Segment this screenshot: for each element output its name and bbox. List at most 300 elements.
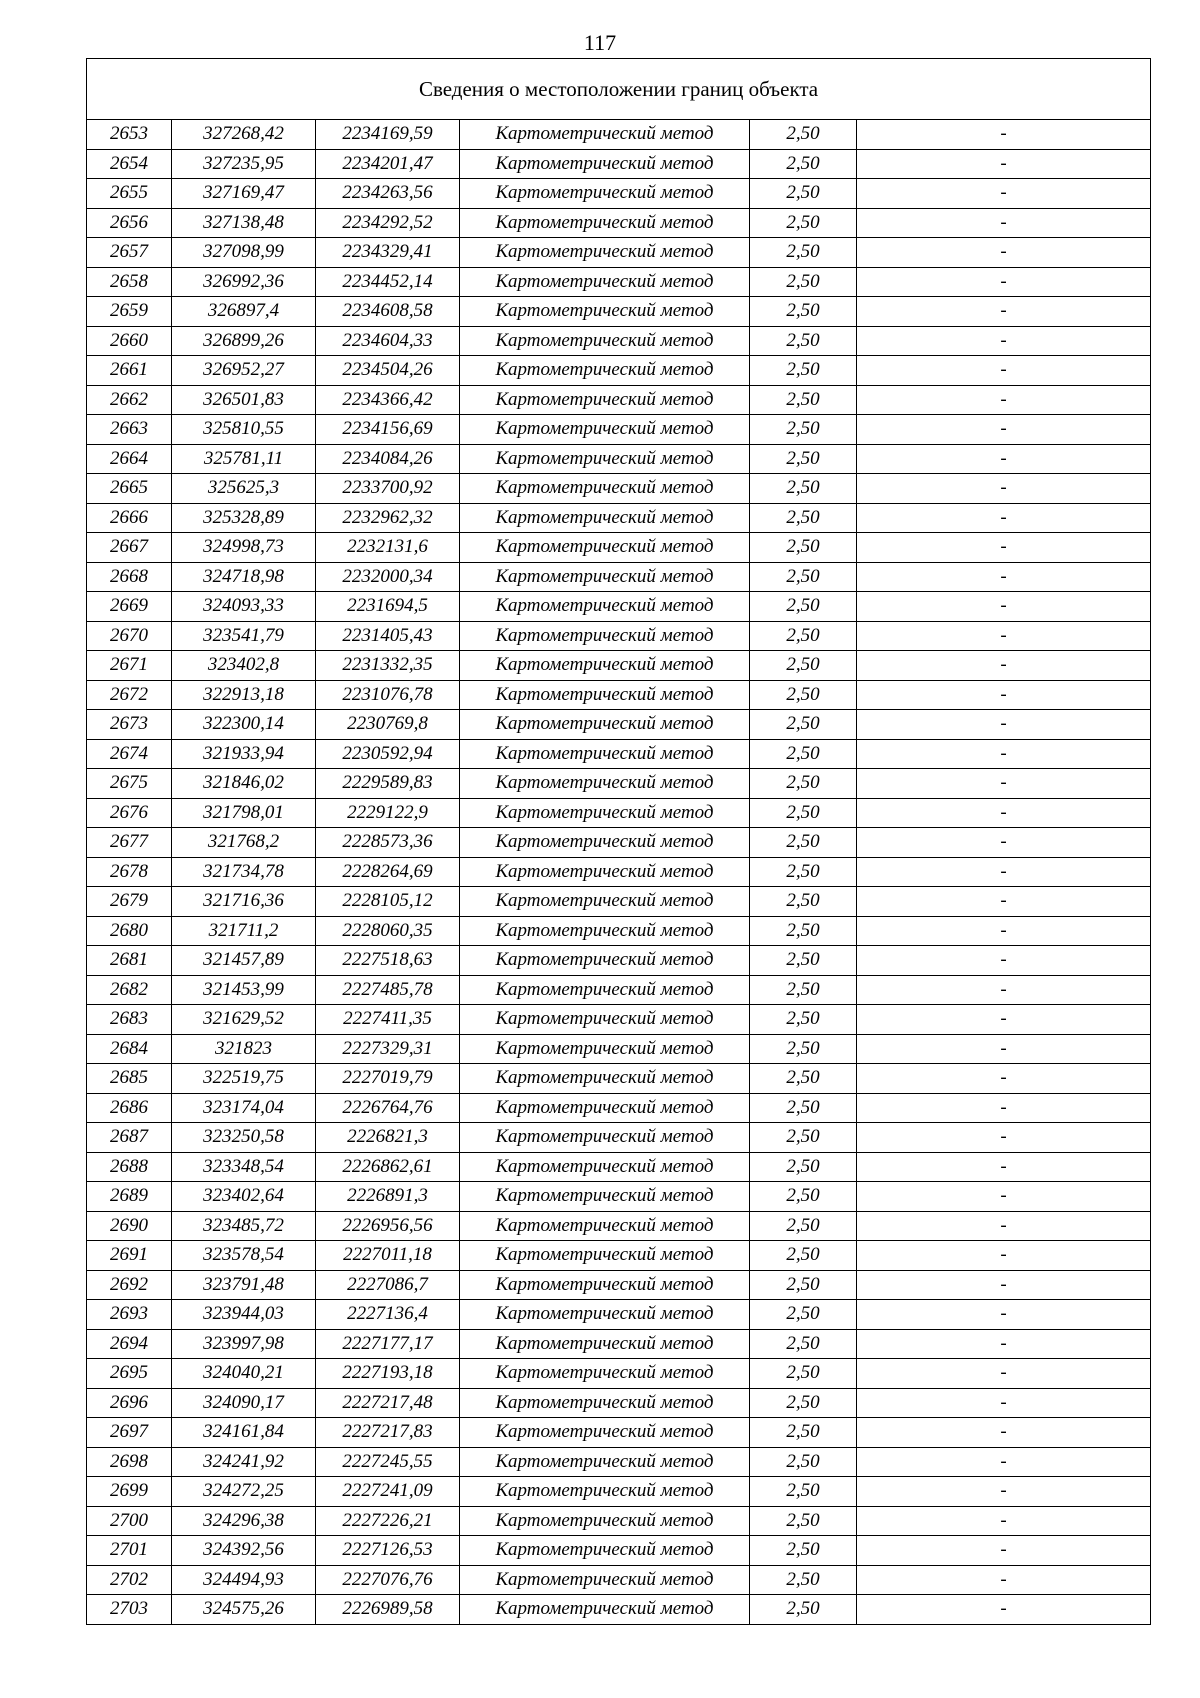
point-number-cell: 2693 — [87, 1300, 172, 1330]
coord-y-cell: 2226891,3 — [316, 1182, 460, 1212]
coord-x-cell: 324296,38 — [172, 1506, 316, 1536]
table-row — [87, 710, 1151, 740]
coord-y-cell: 2234604,33 — [316, 326, 460, 356]
table-row — [87, 267, 1151, 297]
point-number-cell: 2667 — [87, 533, 172, 563]
method-cell: Картометрический метод — [460, 769, 750, 799]
coord-y-cell: 2229122,9 — [316, 798, 460, 828]
method-cell: Картометрический метод — [460, 1211, 750, 1241]
coord-y-cell: 2227217,83 — [316, 1418, 460, 1448]
coord-x-cell: 321768,2 — [172, 828, 316, 858]
description-cell: - — [857, 149, 1151, 179]
coord-x-cell: 325625,3 — [172, 474, 316, 504]
table-row — [87, 975, 1151, 1005]
coord-y-cell: 2227518,63 — [316, 946, 460, 976]
coord-y-cell: 2228060,35 — [316, 916, 460, 946]
description-cell: - — [857, 1152, 1151, 1182]
coord-y-cell: 2234292,52 — [316, 208, 460, 238]
coord-x-cell: 321734,78 — [172, 857, 316, 887]
table-row — [87, 1506, 1151, 1536]
description-cell: - — [857, 385, 1151, 415]
point-number-cell: 2681 — [87, 946, 172, 976]
coord-y-cell: 2227177,17 — [316, 1329, 460, 1359]
coord-y-cell: 2227226,21 — [316, 1506, 460, 1536]
accuracy-cell: 2,50 — [750, 1152, 857, 1182]
coord-x-cell: 321823 — [172, 1034, 316, 1064]
accuracy-cell: 2,50 — [750, 710, 857, 740]
coord-y-cell: 2231694,5 — [316, 592, 460, 622]
point-number-cell: 2689 — [87, 1182, 172, 1212]
coord-x-cell: 323348,54 — [172, 1152, 316, 1182]
coord-x-cell: 324090,17 — [172, 1388, 316, 1418]
coord-x-cell: 324494,93 — [172, 1565, 316, 1595]
coord-x-cell: 322519,75 — [172, 1064, 316, 1094]
point-number-cell: 2676 — [87, 798, 172, 828]
coord-y-cell: 2234169,59 — [316, 120, 460, 150]
accuracy-cell: 2,50 — [750, 444, 857, 474]
coord-y-cell: 2234452,14 — [316, 267, 460, 297]
point-number-cell: 2702 — [87, 1565, 172, 1595]
coord-y-cell: 2226764,76 — [316, 1093, 460, 1123]
coord-x-cell: 321629,52 — [172, 1005, 316, 1035]
accuracy-cell: 2,50 — [750, 533, 857, 563]
point-number-cell: 2653 — [87, 120, 172, 150]
description-cell: - — [857, 1418, 1151, 1448]
method-cell: Картометрический метод — [460, 828, 750, 858]
coord-x-cell: 321716,36 — [172, 887, 316, 917]
point-number-cell: 2700 — [87, 1506, 172, 1536]
table-row — [87, 798, 1151, 828]
coord-x-cell: 324392,56 — [172, 1536, 316, 1566]
description-cell: - — [857, 916, 1151, 946]
accuracy-cell: 2,50 — [750, 415, 857, 445]
coord-y-cell: 2230769,8 — [316, 710, 460, 740]
coord-x-cell: 326899,26 — [172, 326, 316, 356]
table-row — [87, 1182, 1151, 1212]
table-row — [87, 149, 1151, 179]
table-row — [87, 1034, 1151, 1064]
accuracy-cell: 2,50 — [750, 1300, 857, 1330]
table-row — [87, 857, 1151, 887]
description-cell: - — [857, 1064, 1151, 1094]
table-row — [87, 1241, 1151, 1271]
method-cell: Картометрический метод — [460, 356, 750, 386]
method-cell: Картометрический метод — [460, 1388, 750, 1418]
description-cell: - — [857, 1034, 1151, 1064]
coord-y-cell: 2227136,4 — [316, 1300, 460, 1330]
coord-x-cell: 321798,01 — [172, 798, 316, 828]
point-number-cell: 2659 — [87, 297, 172, 327]
point-number-cell: 2703 — [87, 1595, 172, 1625]
method-cell: Картометрический метод — [460, 238, 750, 268]
table-row — [87, 1211, 1151, 1241]
description-cell: - — [857, 592, 1151, 622]
coord-y-cell: 2227011,18 — [316, 1241, 460, 1271]
coord-y-cell: 2234084,26 — [316, 444, 460, 474]
point-number-cell: 2688 — [87, 1152, 172, 1182]
coord-x-cell: 324161,84 — [172, 1418, 316, 1448]
description-cell: - — [857, 1270, 1151, 1300]
table-row — [87, 621, 1151, 651]
point-number-cell: 2690 — [87, 1211, 172, 1241]
accuracy-cell: 2,50 — [750, 1034, 857, 1064]
description-cell: - — [857, 1093, 1151, 1123]
point-number-cell: 2662 — [87, 385, 172, 415]
coord-x-cell: 322300,14 — [172, 710, 316, 740]
coord-y-cell: 2234504,26 — [316, 356, 460, 386]
coord-x-cell: 321933,94 — [172, 739, 316, 769]
table-row — [87, 739, 1151, 769]
coord-x-cell: 323250,58 — [172, 1123, 316, 1153]
coord-y-cell: 2233700,92 — [316, 474, 460, 504]
coord-y-cell: 2234263,56 — [316, 179, 460, 209]
accuracy-cell: 2,50 — [750, 503, 857, 533]
method-cell: Картометрический метод — [460, 415, 750, 445]
method-cell: Картометрический метод — [460, 798, 750, 828]
description-cell: - — [857, 297, 1151, 327]
table-row — [87, 415, 1151, 445]
accuracy-cell: 2,50 — [750, 975, 857, 1005]
method-cell: Картометрический метод — [460, 503, 750, 533]
point-number-cell: 2692 — [87, 1270, 172, 1300]
point-number-cell: 2696 — [87, 1388, 172, 1418]
method-cell: Картометрический метод — [460, 1418, 750, 1448]
coord-y-cell: 2228105,12 — [316, 887, 460, 917]
coord-x-cell: 327268,42 — [172, 120, 316, 150]
point-number-cell: 2654 — [87, 149, 172, 179]
coord-x-cell: 327169,47 — [172, 179, 316, 209]
point-number-cell: 2679 — [87, 887, 172, 917]
table-row — [87, 1565, 1151, 1595]
method-cell: Картометрический метод — [460, 1477, 750, 1507]
point-number-cell: 2666 — [87, 503, 172, 533]
coord-x-cell: 323578,54 — [172, 1241, 316, 1271]
table-row — [87, 769, 1151, 799]
table-header-row — [87, 59, 1151, 120]
accuracy-cell: 2,50 — [750, 149, 857, 179]
description-cell: - — [857, 179, 1151, 209]
accuracy-cell: 2,50 — [750, 916, 857, 946]
accuracy-cell: 2,50 — [750, 1123, 857, 1153]
description-cell: - — [857, 828, 1151, 858]
coord-y-cell: 2230592,94 — [316, 739, 460, 769]
point-number-cell: 2668 — [87, 562, 172, 592]
coord-x-cell: 323402,8 — [172, 651, 316, 681]
table-row — [87, 562, 1151, 592]
coord-x-cell: 326992,36 — [172, 267, 316, 297]
table-row — [87, 887, 1151, 917]
point-number-cell: 2697 — [87, 1418, 172, 1448]
coord-y-cell: 2228573,36 — [316, 828, 460, 858]
method-cell: Картометрический метод — [460, 1329, 750, 1359]
coord-y-cell: 2227485,78 — [316, 975, 460, 1005]
method-cell: Картометрический метод — [460, 1565, 750, 1595]
description-cell: - — [857, 1241, 1151, 1271]
accuracy-cell: 2,50 — [750, 857, 857, 887]
accuracy-cell: 2,50 — [750, 946, 857, 976]
point-number-cell: 2658 — [87, 267, 172, 297]
method-cell: Картометрический метод — [460, 1359, 750, 1389]
description-cell: - — [857, 562, 1151, 592]
accuracy-cell: 2,50 — [750, 739, 857, 769]
point-number-cell: 2695 — [87, 1359, 172, 1389]
accuracy-cell: 2,50 — [750, 887, 857, 917]
accuracy-cell: 2,50 — [750, 769, 857, 799]
table-row — [87, 680, 1151, 710]
point-number-cell: 2680 — [87, 916, 172, 946]
description-cell: - — [857, 798, 1151, 828]
point-number-cell: 2684 — [87, 1034, 172, 1064]
coord-x-cell: 327098,99 — [172, 238, 316, 268]
coord-y-cell: 2232962,32 — [316, 503, 460, 533]
accuracy-cell: 2,50 — [750, 297, 857, 327]
method-cell: Картометрический метод — [460, 1506, 750, 1536]
coord-x-cell: 321711,2 — [172, 916, 316, 946]
point-number-cell: 2664 — [87, 444, 172, 474]
coord-x-cell: 323402,64 — [172, 1182, 316, 1212]
table-row — [87, 444, 1151, 474]
table-row — [87, 1536, 1151, 1566]
coord-y-cell: 2227019,79 — [316, 1064, 460, 1094]
accuracy-cell: 2,50 — [750, 1093, 857, 1123]
method-cell: Картометрический метод — [460, 739, 750, 769]
method-cell: Картометрический метод — [460, 1123, 750, 1153]
description-cell: - — [857, 1182, 1151, 1212]
coord-y-cell: 2227411,35 — [316, 1005, 460, 1035]
table-row — [87, 1477, 1151, 1507]
method-cell: Картометрический метод — [460, 179, 750, 209]
coord-y-cell: 2229589,83 — [316, 769, 460, 799]
accuracy-cell: 2,50 — [750, 651, 857, 681]
table-row — [87, 1447, 1151, 1477]
method-cell: Картометрический метод — [460, 267, 750, 297]
coord-x-cell: 323485,72 — [172, 1211, 316, 1241]
point-number-cell: 2678 — [87, 857, 172, 887]
method-cell: Картометрический метод — [460, 621, 750, 651]
method-cell: Картометрический метод — [460, 592, 750, 622]
coord-y-cell: 2227245,55 — [316, 1447, 460, 1477]
method-cell: Картометрический метод — [460, 1447, 750, 1477]
point-number-cell: 2661 — [87, 356, 172, 386]
method-cell: Картометрический метод — [460, 1536, 750, 1566]
point-number-cell: 2691 — [87, 1241, 172, 1271]
coord-y-cell: 2231076,78 — [316, 680, 460, 710]
coord-x-cell: 324093,33 — [172, 592, 316, 622]
description-cell: - — [857, 267, 1151, 297]
coord-x-cell: 321846,02 — [172, 769, 316, 799]
coord-y-cell: 2234329,41 — [316, 238, 460, 268]
description-cell: - — [857, 1359, 1151, 1389]
accuracy-cell: 2,50 — [750, 1005, 857, 1035]
coord-x-cell: 324718,98 — [172, 562, 316, 592]
description-cell: - — [857, 857, 1151, 887]
accuracy-cell: 2,50 — [750, 1565, 857, 1595]
table-row — [87, 474, 1151, 504]
accuracy-cell: 2,50 — [750, 208, 857, 238]
table-row — [87, 828, 1151, 858]
point-number-cell: 2701 — [87, 1536, 172, 1566]
table-row — [87, 1359, 1151, 1389]
point-number-cell: 2673 — [87, 710, 172, 740]
coord-x-cell: 324272,25 — [172, 1477, 316, 1507]
page-number: 117 — [583, 30, 617, 55]
point-number-cell: 2687 — [87, 1123, 172, 1153]
description-cell: - — [857, 503, 1151, 533]
coord-y-cell: 2226821,3 — [316, 1123, 460, 1153]
method-cell: Картометрический метод — [460, 1093, 750, 1123]
coord-x-cell: 325810,55 — [172, 415, 316, 445]
coord-x-cell: 322913,18 — [172, 680, 316, 710]
point-number-cell: 2677 — [87, 828, 172, 858]
method-cell: Картометрический метод — [460, 562, 750, 592]
point-number-cell: 2694 — [87, 1329, 172, 1359]
accuracy-cell: 2,50 — [750, 238, 857, 268]
accuracy-cell: 2,50 — [750, 356, 857, 386]
coord-y-cell: 2227329,31 — [316, 1034, 460, 1064]
coord-y-cell: 2226989,58 — [316, 1595, 460, 1625]
method-cell: Картометрический метод — [460, 120, 750, 150]
point-number-cell: 2660 — [87, 326, 172, 356]
table-title: Сведения о местоположении границ объекта — [87, 59, 1151, 120]
accuracy-cell: 2,50 — [750, 798, 857, 828]
table-row — [87, 1329, 1151, 1359]
coord-y-cell: 2234366,42 — [316, 385, 460, 415]
method-cell: Картометрический метод — [460, 1152, 750, 1182]
table-row — [87, 503, 1151, 533]
point-number-cell: 2656 — [87, 208, 172, 238]
coord-y-cell: 2232131,6 — [316, 533, 460, 563]
table-row — [87, 1152, 1151, 1182]
point-number-cell: 2686 — [87, 1093, 172, 1123]
coord-y-cell: 2231405,43 — [316, 621, 460, 651]
accuracy-cell: 2,50 — [750, 1388, 857, 1418]
description-cell: - — [857, 415, 1151, 445]
table-row — [87, 651, 1151, 681]
description-cell: - — [857, 1477, 1151, 1507]
coord-y-cell: 2231332,35 — [316, 651, 460, 681]
coord-x-cell: 325328,89 — [172, 503, 316, 533]
point-number-cell: 2671 — [87, 651, 172, 681]
accuracy-cell: 2,50 — [750, 1064, 857, 1094]
description-cell: - — [857, 1005, 1151, 1035]
point-number-cell: 2655 — [87, 179, 172, 209]
table-row — [87, 356, 1151, 386]
coord-x-cell: 324040,21 — [172, 1359, 316, 1389]
point-number-cell: 2674 — [87, 739, 172, 769]
method-cell: Картометрический метод — [460, 1064, 750, 1094]
point-number-cell: 2675 — [87, 769, 172, 799]
table-row — [87, 592, 1151, 622]
accuracy-cell: 2,50 — [750, 1536, 857, 1566]
description-cell: - — [857, 710, 1151, 740]
description-cell: - — [857, 680, 1151, 710]
description-cell: - — [857, 739, 1151, 769]
description-cell: - — [857, 651, 1151, 681]
description-cell: - — [857, 1565, 1151, 1595]
method-cell: Картометрический метод — [460, 680, 750, 710]
table-row — [87, 1005, 1151, 1035]
coord-x-cell: 324998,73 — [172, 533, 316, 563]
method-cell: Картометрический метод — [460, 1005, 750, 1035]
method-cell: Картометрический метод — [460, 297, 750, 327]
coord-x-cell: 323541,79 — [172, 621, 316, 651]
point-number-cell: 2672 — [87, 680, 172, 710]
method-cell: Картометрический метод — [460, 326, 750, 356]
point-number-cell: 2670 — [87, 621, 172, 651]
coord-x-cell: 321453,99 — [172, 975, 316, 1005]
accuracy-cell: 2,50 — [750, 562, 857, 592]
method-cell: Картометрический метод — [460, 208, 750, 238]
coord-y-cell: 2234201,47 — [316, 149, 460, 179]
method-cell: Картометрический метод — [460, 533, 750, 563]
description-cell: - — [857, 208, 1151, 238]
table-body — [87, 59, 1151, 1625]
accuracy-cell: 2,50 — [750, 680, 857, 710]
table-row — [87, 238, 1151, 268]
point-number-cell: 2657 — [87, 238, 172, 268]
table-row — [87, 1270, 1151, 1300]
description-cell: - — [857, 356, 1151, 386]
point-number-cell: 2698 — [87, 1447, 172, 1477]
accuracy-cell: 2,50 — [750, 1270, 857, 1300]
point-number-cell: 2685 — [87, 1064, 172, 1094]
table-row — [87, 1064, 1151, 1094]
method-cell: Картометрический метод — [460, 651, 750, 681]
table-row — [87, 946, 1151, 976]
coord-y-cell: 2227076,76 — [316, 1565, 460, 1595]
point-number-cell: 2683 — [87, 1005, 172, 1035]
description-cell: - — [857, 946, 1151, 976]
table-row — [87, 385, 1151, 415]
description-cell: - — [857, 621, 1151, 651]
description-cell: - — [857, 887, 1151, 917]
method-cell: Картометрический метод — [460, 887, 750, 917]
table-row — [87, 916, 1151, 946]
method-cell: Картометрический метод — [460, 1270, 750, 1300]
coord-y-cell: 2226956,56 — [316, 1211, 460, 1241]
table-row — [87, 1123, 1151, 1153]
description-cell: - — [857, 1211, 1151, 1241]
accuracy-cell: 2,50 — [750, 267, 857, 297]
point-number-cell: 2665 — [87, 474, 172, 504]
description-cell: - — [857, 975, 1151, 1005]
coord-y-cell: 2232000,34 — [316, 562, 460, 592]
method-cell: Картометрический метод — [460, 149, 750, 179]
accuracy-cell: 2,50 — [750, 179, 857, 209]
description-cell: - — [857, 1123, 1151, 1153]
accuracy-cell: 2,50 — [750, 828, 857, 858]
coord-x-cell: 324575,26 — [172, 1595, 316, 1625]
coord-x-cell: 327138,48 — [172, 208, 316, 238]
coord-x-cell: 326952,27 — [172, 356, 316, 386]
description-cell: - — [857, 1388, 1151, 1418]
table-row — [87, 1093, 1151, 1123]
accuracy-cell: 2,50 — [750, 1211, 857, 1241]
coord-x-cell: 327235,95 — [172, 149, 316, 179]
accuracy-cell: 2,50 — [750, 621, 857, 651]
table-row — [87, 1300, 1151, 1330]
method-cell: Картометрический метод — [460, 946, 750, 976]
method-cell: Картометрический метод — [460, 975, 750, 1005]
description-cell: - — [857, 533, 1151, 563]
coord-y-cell: 2227217,48 — [316, 1388, 460, 1418]
table-row — [87, 1418, 1151, 1448]
description-cell: - — [857, 120, 1151, 150]
point-number-cell: 2669 — [87, 592, 172, 622]
accuracy-cell: 2,50 — [750, 1241, 857, 1271]
table-row — [87, 297, 1151, 327]
method-cell: Картометрический метод — [460, 385, 750, 415]
